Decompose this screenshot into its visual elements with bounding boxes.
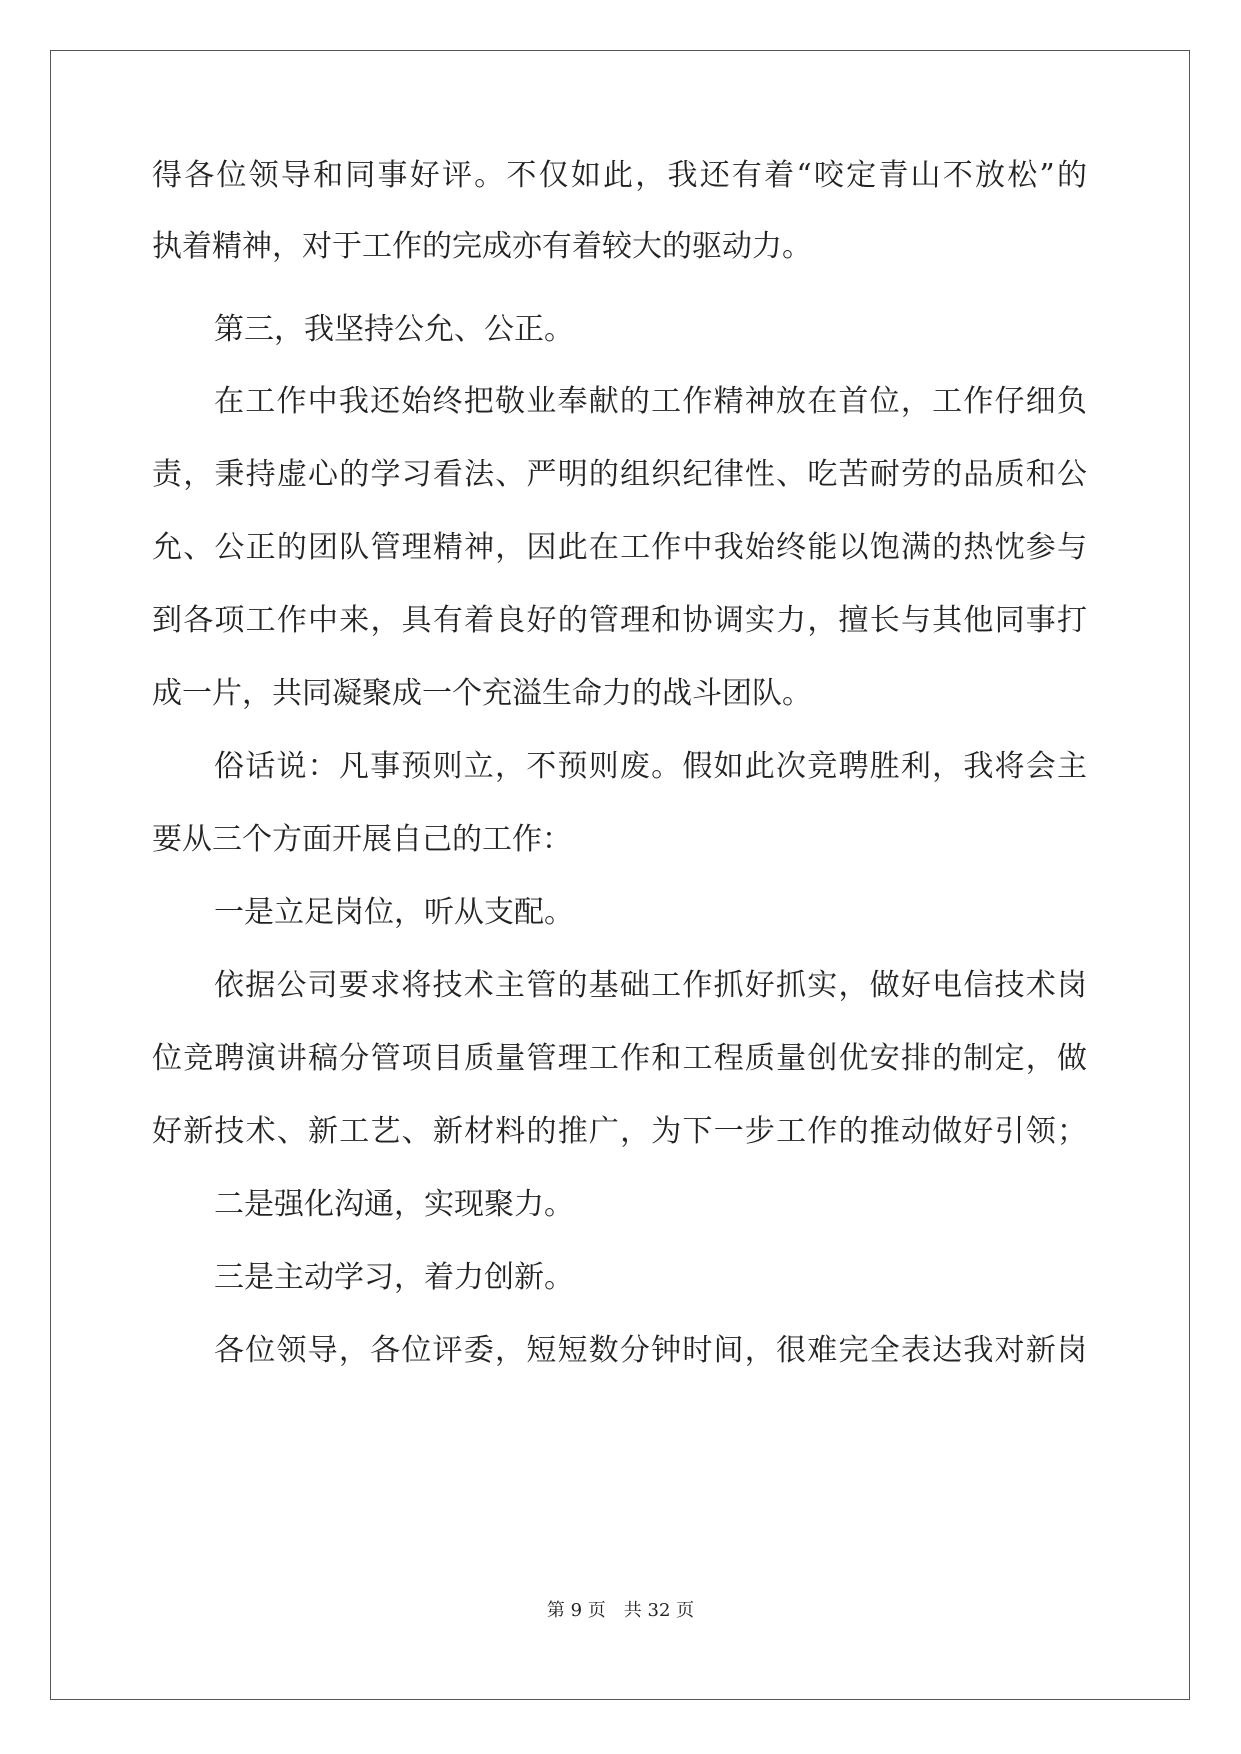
text-line: 要从三个方面开展自己的工作： xyxy=(152,822,572,857)
text-line: 执着精神，对于工作的完成亦有着较大的驱动力。 xyxy=(152,229,812,264)
text-line: 一是立足岗位，听从支配。 xyxy=(214,895,574,930)
page-number-footer: 第 9 页 共 32 页 xyxy=(546,1600,695,1621)
text-line: 第三，我坚持公允、公正。 xyxy=(214,312,574,347)
text-line: 依据公司要求将技术主管的基础工作抓好抓实，做好电信技术岗 xyxy=(214,968,1087,1003)
text-line: 位竞聘演讲稿分管项目质量管理工作和工程质量创优安排的制定，做 xyxy=(152,1041,1087,1076)
text-line: 允、公正的团队管理精神，因此在工作中我始终能以饱满的热忱参与 xyxy=(152,530,1087,565)
page-frame xyxy=(50,50,1190,1700)
text-line: 各位领导，各位评委，短短数分钟时间，很难完全表达我对新岗 xyxy=(214,1333,1087,1368)
text-line: 三是主动学习，着力创新。 xyxy=(214,1260,574,1295)
text-line: 成一片，共同凝聚成一个充溢生命力的战斗团队。 xyxy=(152,676,812,711)
text-line: 责，秉持虚心的学习看法、严明的组织纪律性、吃苦耐劳的品质和公 xyxy=(152,457,1087,492)
text-line: 到各项工作中来，具有着良好的管理和协调实力，擅长与其他同事打 xyxy=(152,603,1087,638)
text-line: 好新技术、新工艺、新材料的推广，为下一步工作的推动做好引领； xyxy=(152,1114,1087,1149)
text-line: 得各位领导和同事好评。不仅如此，我还有着“咬定青山不放松”的 xyxy=(152,158,1087,193)
text-line: 俗话说：凡事预则立，不预则废。假如此次竞聘胜利，我将会主 xyxy=(214,749,1087,784)
text-line: 二是强化沟通，实现聚力。 xyxy=(214,1187,574,1222)
text-line: 在工作中我还始终把敬业奉献的工作精神放在首位，工作仔细负 xyxy=(214,384,1087,419)
